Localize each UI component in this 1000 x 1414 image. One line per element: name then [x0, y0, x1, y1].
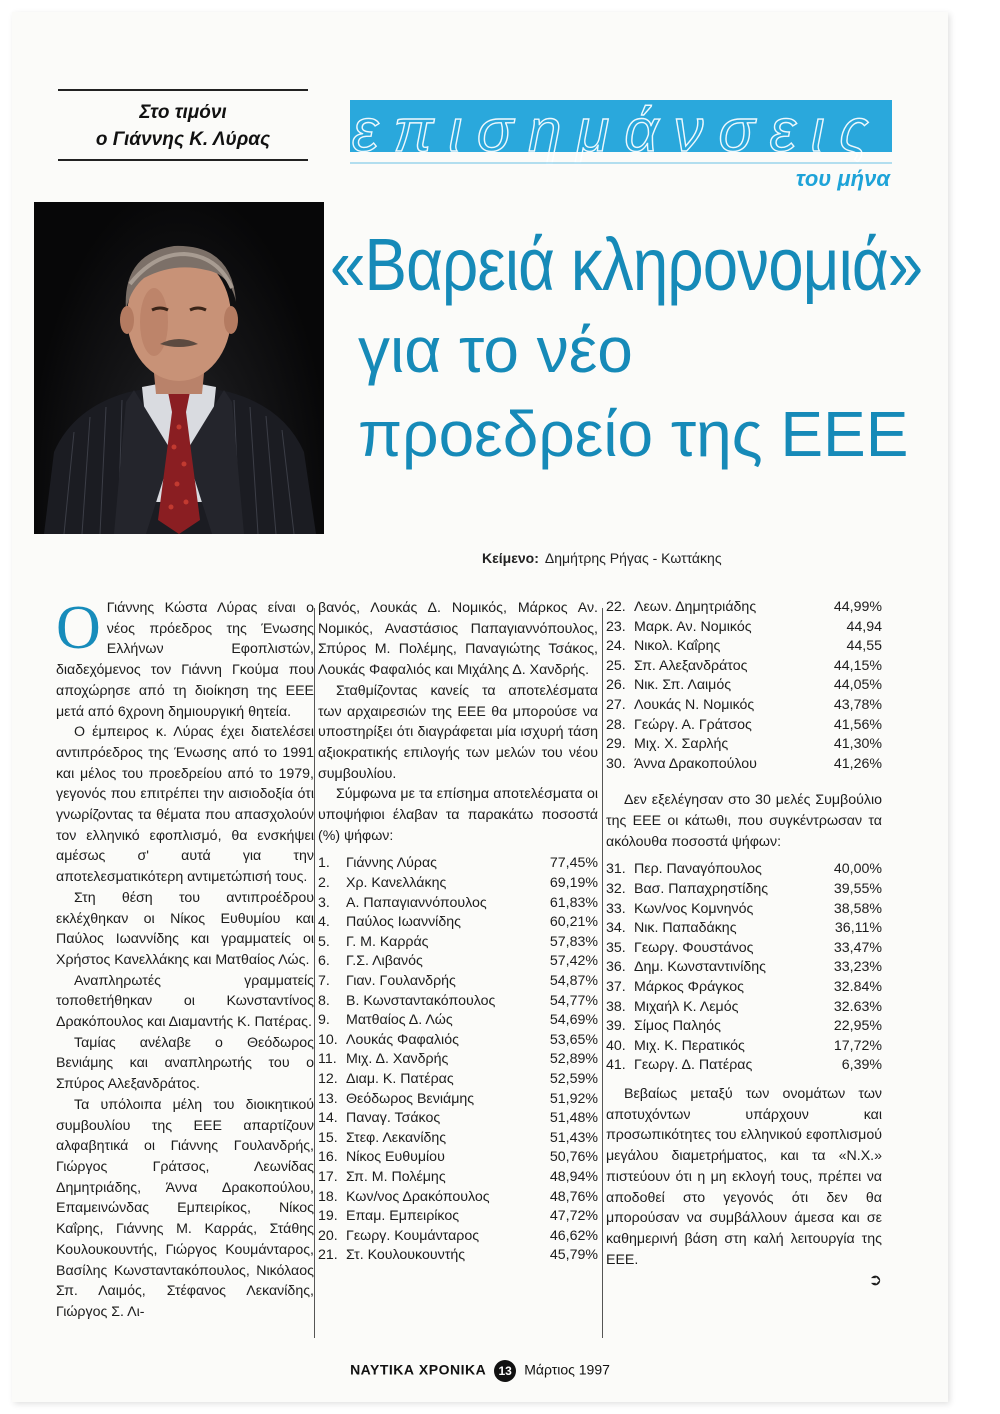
vote-name: Μιχ. Χ. Σαρλής [634, 736, 729, 753]
vote-percent: 44,99% [833, 599, 882, 615]
vote-row [318, 894, 598, 914]
vote-percent: 61,83% [549, 894, 598, 911]
vote-rank: 22. [606, 599, 626, 615]
vote-percent: 46,62% [549, 1227, 598, 1244]
magazine-name: ΝΑΥΤΙΚΑ ΧΡΟΝΙΚΑ [350, 1361, 487, 1378]
vote-rank: 1. [318, 855, 330, 872]
vote-row [318, 874, 598, 894]
vote-name: Γ.Σ. Λιβανός [346, 953, 423, 970]
vote-rank: 3. [318, 894, 330, 911]
vote-percent: 51,92% [549, 1090, 598, 1107]
vote-name: Γεωργ. Κουμάνταρος [346, 1227, 480, 1244]
vote-name: Παύλος Ιωαννίδης [346, 914, 461, 931]
vote-rank: 6. [318, 953, 330, 970]
vote-percent: 32.84% [833, 979, 882, 996]
vote-row [318, 854, 598, 874]
drop-cap: Ο [56, 594, 101, 662]
vote-name: Μιχ. Κ. Περατικός [634, 1037, 745, 1054]
vote-name: Γιάννης Λύρας [346, 855, 437, 872]
vote-row [606, 900, 882, 920]
vote-percent: 77,45% [549, 855, 598, 872]
vote-name: Σπ. Αλεξανδράτος [634, 657, 748, 674]
kicker-line-2: ο Γιάννης Κ. Λύρας [95, 129, 271, 150]
vote-name: Α. Παπαγιαννόπουλος [346, 894, 487, 911]
article-paragraph: Ο έμπειρος κ. Λύρας έχει διατελέσει αντιπρόεδρος της Ένωσης από το 1991 και μέλος του προεδρείου από το 1979, γεγονός που επιτρέπει την αισιοδοξία ότι γνωρίζοντας τα θέματα που απασχολούν τον ελληνικό εφοπλισμό, θα ενσκήψει αμέσως σ' αυτά για την αποτελεσματικότερη αντιμετώπισή τους. [56, 724, 314, 886]
vote-name: Μάρκος Φράγκος [634, 979, 745, 996]
vote-row [606, 1056, 882, 1076]
vote-row [318, 1227, 598, 1247]
vote-percent: 45,79% [549, 1247, 598, 1264]
vote-row [318, 1207, 598, 1227]
vote-name: Θεόδωρος Βενιάμης [346, 1090, 475, 1107]
vote-percent: 36,11% [834, 920, 882, 937]
vote-name: Γεώργ. Α. Γράτσος [634, 716, 752, 733]
headline-line-1: «Βαρειά κληρονομιά» [330, 223, 923, 306]
column-banner [342, 90, 892, 194]
vote-name: Χρ. Κανελλάκης [346, 875, 447, 892]
vote-name: Μαρκ. Αν. Νομικός [634, 618, 752, 635]
vote-percent: 48,76% [549, 1188, 598, 1205]
vote-percent: 60,21% [549, 914, 598, 931]
vote-percent: 17,72% [833, 1037, 882, 1054]
article-paragraph: Στη θέση του αντιπροέδρου εκλέχθηκαν οι Νίκος Ευθυμίου και Παύλος Ιωαννίδης και γραμματείς οι Χρήστος Κανελλάκης και Ματθαίος Λώς. [56, 889, 314, 968]
vote-name: Ματθαίος Δ. Λώς [346, 1012, 453, 1029]
vote-rank: 35. [606, 939, 626, 956]
kicker [58, 89, 308, 161]
results-table-elected-2 [606, 598, 882, 774]
vote-name: Λουκάς Φαφαλιός [346, 1031, 459, 1048]
vote-name: Νικ. Παπαδάκης [634, 920, 737, 937]
vote-name: Δημ. Κωνσταντινίδης [634, 959, 766, 976]
vote-rank: 32. [606, 881, 626, 898]
vote-name: Σίμος Παληός [634, 1018, 721, 1035]
page-number: 13 [494, 1360, 516, 1382]
vote-row [318, 1050, 598, 1070]
vote-percent: 32.63% [833, 998, 882, 1015]
vote-rank: 16. [318, 1149, 338, 1166]
headline [330, 222, 923, 476]
vote-name: Γ. Μ. Καρράς [346, 933, 429, 950]
vote-percent: 44,15% [833, 657, 882, 674]
vote-rank: 11. [318, 1051, 337, 1068]
vote-rank: 14. [318, 1110, 338, 1127]
vote-row [318, 952, 598, 972]
vote-name: Λεων. Δημητριάδης [634, 599, 757, 615]
vote-name: Περ. Παναγόπουλος [634, 861, 762, 878]
vote-row [318, 1031, 598, 1051]
headline-line-3: προεδρείο της ΕΕΕ [358, 398, 909, 470]
vote-row [606, 598, 882, 618]
vote-row [606, 998, 882, 1018]
vote-rank: 31. [606, 861, 626, 878]
article-column-3 [606, 598, 882, 1290]
vote-percent: 54,77% [549, 992, 598, 1009]
vote-percent: 52,89% [549, 1051, 598, 1068]
page-footer [12, 1360, 948, 1382]
article-paragraph: Αναπληρωτές γραμματείς τοποθετήθηκαν οι Κωνσταντίνος Δρακόπουλος και Διαμαντής Κ. Πατέρας. [56, 972, 314, 1031]
vote-row [318, 1070, 598, 1090]
vote-row [606, 618, 882, 638]
magazine-page [12, 12, 948, 1402]
article-paragraph: Σταθμίζοντας κανείς τα αποτελέσματα των αρχαιρεσιών της ΕΕΕ θα μπορούσε να υποστηρίξει ότι διαγράφεται μία ισχυρή τάση αξιοκρατικής επιλογής των μελών του νέου συμβουλίου. [318, 682, 598, 782]
vote-rank: 9. [318, 1012, 330, 1029]
vote-row [318, 1109, 598, 1129]
vote-percent: 51,43% [549, 1129, 598, 1146]
vote-row [606, 939, 882, 959]
vote-row [318, 992, 598, 1012]
vote-name: Διαμ. Κ. Πατέρας [346, 1070, 454, 1087]
vote-rank: 25. [606, 657, 626, 674]
article-paragraph: Σύμφωνα με τα επίσημα αποτελέσματα οι υποψήφιοι έλαβαν τα παρακάτω ποσοστά (%) ψήφων: [318, 786, 598, 844]
vote-percent: 48,94% [549, 1168, 598, 1185]
vote-rank: 33. [606, 900, 626, 917]
vote-name: Λουκάς Ν. Νομικός [634, 696, 755, 713]
vote-name: Γεωργ. Φουστάνος [634, 939, 754, 956]
vote-row [318, 972, 598, 992]
vote-rank: 13. [318, 1090, 338, 1107]
vote-row [318, 1168, 598, 1188]
article-column-2 [318, 598, 598, 1266]
vote-percent: 44,55 [846, 638, 882, 655]
vote-name: Κων/νος Δρακόπουλος [346, 1188, 490, 1205]
vote-percent: 41,26% [833, 755, 882, 772]
article-paragraph: Τα υπόλοιπα μέλη του διοικητικού συμβουλίου της ΕΕΕ απαρτίζουν αλφαβητικά οι Γιάννης Γουλανδρής, Γιώργος Γράτσος, Λεωνίδας Δημητριάδης, Άννα Δρακοπούλου, Επαμεινώνδας Εμπειρίκος, Νίκος Καΐρης, Γιάννης Μ. Καρράς, Στάθης Κουλουκουντής, Γιώργος Κουμάνταρος, Βασίλης Κωνσταντακόπουλος, Νικόλαος Σπ. Λαιμός, Στέφανος Λεκανίδης, Γιώργος Σ. Λι- [56, 1096, 314, 1320]
banner-rule [350, 162, 892, 164]
vote-row [318, 1148, 598, 1168]
byline-author: Δημήτρης Ρήγας - Κωττάκης [544, 550, 722, 566]
vote-rank: 12. [318, 1070, 338, 1087]
vote-name: Στ. Κουλουκουντής [346, 1247, 466, 1264]
vote-percent: 54,87% [549, 973, 598, 989]
continue-arrow-icon: ➲ [868, 1272, 882, 1290]
vote-percent: 39,55% [833, 881, 882, 898]
vote-percent: 41,56% [833, 716, 882, 733]
vote-percent: 22,95% [833, 1018, 882, 1035]
vote-percent: 51,48% [549, 1110, 598, 1127]
vote-percent: 69,19% [549, 875, 598, 892]
results-table-not-elected [606, 860, 882, 1076]
vote-rank: 36. [606, 959, 626, 976]
article-paragraph: βανός, Λουκάς Δ. Νομικός, Μάρκος Αν. Νομικός, Αναστάσιος Παπαγιαννόπουλος, Σπύρος Μ. Πολέμης, Παναγιώτης Τσάκος, Λουκάς Φαφαλιός και Μιχάλης Δ. Χανδρής. [318, 600, 598, 679]
vote-percent: 33,23% [833, 959, 882, 976]
vote-name: Μιχ. Δ. Χανδρής [346, 1051, 449, 1068]
portrait-illustration [34, 202, 324, 534]
vote-row [318, 933, 598, 953]
byline [482, 550, 722, 566]
column-divider [602, 608, 603, 1338]
vote-name: Νικ. Σπ. Λαιμός [634, 677, 732, 694]
byline-label: Κείμενο: [482, 550, 539, 566]
vote-name: Παναγ. Τσάκος [346, 1110, 441, 1127]
vote-row [606, 735, 882, 755]
vote-rank: 20. [318, 1227, 338, 1244]
vote-percent: 52,59% [549, 1070, 598, 1087]
vote-percent: 44,94 [846, 618, 882, 635]
vote-name: Μιχαήλ Κ. Λεμός [634, 998, 739, 1015]
vote-rank: 26. [606, 677, 626, 694]
vote-percent: 50,76% [549, 1149, 598, 1166]
vote-name: Νίκος Ευθυμίου [346, 1149, 445, 1166]
banner-word: επισημάνσεις [352, 97, 884, 164]
headline-line-2: για το νέο [358, 314, 633, 386]
vote-name: Νικολ. Καΐρης [634, 638, 721, 655]
vote-percent: 53,65% [549, 1031, 598, 1048]
vote-percent: 44,05% [833, 677, 882, 694]
vote-percent: 6,39% [841, 1057, 882, 1074]
article-column-1 [56, 594, 314, 1323]
vote-name: Άννα Δρακοπούλου [634, 755, 757, 772]
vote-percent: 33,47% [833, 939, 882, 956]
vote-percent: 47,72% [549, 1208, 598, 1225]
vote-row [606, 978, 882, 998]
vote-rank: 41. [606, 1057, 626, 1074]
kicker-line-1: Στο τιμόνι [139, 102, 227, 123]
vote-percent: 38,58% [833, 900, 882, 917]
article-paragraph: Γιάννης Κώστα Λύρας είναι ο νέος πρόεδρος της Ένωσης Ελλήνων Εφοπλιστών, διαδεχόμενος τον Γιάννη Γκούμα που αποχώρησε από τη διοίκηση της ΕΕΕ μετά από 6χρονη δημιουργική θητεία. [56, 600, 314, 720]
vote-percent: 57,42% [549, 953, 598, 970]
vote-rank: 15. [318, 1129, 338, 1146]
vote-rank: 28. [606, 716, 626, 733]
vote-row [606, 696, 882, 716]
vote-rank: 40. [606, 1037, 626, 1054]
vote-row [318, 1188, 598, 1208]
vote-rank: 34. [606, 920, 626, 937]
vote-rank: 5. [318, 933, 330, 950]
vote-rank: 2. [318, 875, 330, 892]
vote-row [606, 755, 882, 775]
vote-rank: 18. [318, 1188, 338, 1205]
vote-rank: 17. [318, 1168, 338, 1185]
vote-row [318, 1129, 598, 1149]
vote-rank: 8. [318, 992, 330, 1009]
vote-rank: 27. [606, 696, 626, 713]
vote-percent: 43,78% [833, 696, 882, 713]
vote-name: Γεωργ. Δ. Πατέρας [634, 1057, 753, 1074]
vote-row [606, 958, 882, 978]
vote-row [318, 1011, 598, 1031]
portrait-photo [34, 202, 324, 534]
vote-row [606, 657, 882, 677]
vote-name: Βασ. Παπαχρηστίδης [634, 881, 769, 898]
vote-rank: 19. [318, 1208, 338, 1225]
vote-percent: 40,00% [833, 861, 882, 878]
vote-row [606, 860, 882, 880]
article-paragraph: Βεβαίως μεταξύ των ονομάτων των αποτυχόντων υπάρχουν και προσωπικότητες του ελληνικού εφοπλισμού μεγάλου διαμετρήματος, και τα «Ν.Χ.» πιστεύουν ότι η μη εκλογή τους, πρέπει να αποδοθεί στο γεγονός ότι δεν θα μπορούσαν να συμβάλλουν άμεσα και σε καθημερινή βάση στη καλή λειτουργία της ΕΕΕ. [606, 1085, 882, 1268]
vote-rank: 4. [318, 914, 330, 931]
vote-name: Σπ. Μ. Πολέμης [346, 1168, 446, 1185]
article-paragraph: Δεν εξελέγησαν στο 30 μελές Συμβούλιο της ΕΕΕ οι κάτωθι, που συγκέντρωσαν τα ακόλουθα ποσοστά ψήφων: [606, 792, 882, 850]
vote-name: Γιαν. Γουλανδρής [346, 973, 456, 989]
vote-row [606, 919, 882, 939]
vote-row [318, 913, 598, 933]
vote-name: Επαμ. Εμπειρίκος [346, 1208, 460, 1225]
vote-percent: 57,83% [549, 933, 598, 950]
vote-name: Κων/νος Κομνηνός [634, 900, 754, 917]
vote-rank: 7. [318, 973, 330, 989]
vote-rank: 29. [606, 736, 626, 753]
vote-name: Στεφ. Λεκανίδης [346, 1129, 447, 1146]
vote-row [606, 880, 882, 900]
vote-rank: 37. [606, 979, 626, 996]
vote-rank: 21. [318, 1247, 338, 1264]
vote-percent: 54,69% [549, 1012, 598, 1029]
vote-rank: 38. [606, 998, 626, 1015]
vote-rank: 39. [606, 1018, 626, 1035]
vote-row [606, 1037, 882, 1057]
article-paragraph: Ταμίας ανέλαβε ο Θεόδωρος Βενιάμης και αναπληρωτής του ο Σπύρος Αλεξανδράτος. [56, 1034, 314, 1093]
vote-row [318, 1090, 598, 1110]
column-divider [314, 608, 315, 1338]
banner-subtitle: του μήνα [795, 166, 890, 191]
issue-date: Μάρτιος 1997 [524, 1361, 610, 1378]
vote-rank: 10. [318, 1031, 338, 1048]
vote-rank: 30. [606, 755, 626, 772]
vote-name: Β. Κωνσταντακόπουλος [346, 992, 496, 1009]
vote-row [606, 1017, 882, 1037]
results-table-elected-1 [318, 854, 598, 1265]
vote-row [606, 716, 882, 736]
vote-row [606, 637, 882, 657]
vote-rank: 24. [606, 638, 626, 655]
vote-row [318, 1246, 598, 1266]
vote-percent: 41,30% [833, 736, 882, 753]
vote-rank: 23. [606, 618, 626, 635]
vote-row [606, 676, 882, 696]
